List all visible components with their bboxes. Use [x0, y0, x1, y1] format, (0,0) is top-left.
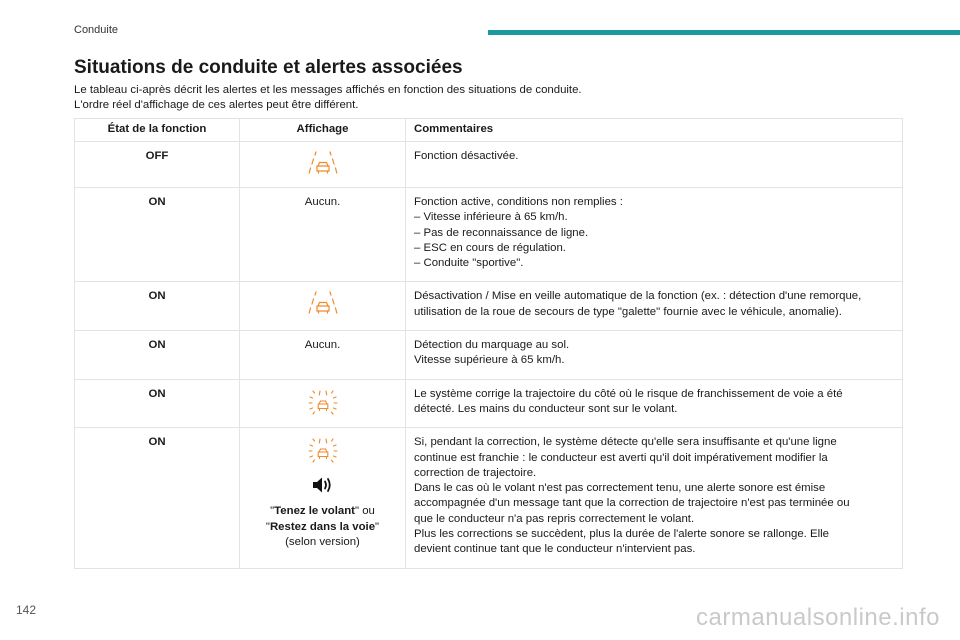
cell-display: Aucun. — [240, 331, 406, 380]
comment-line: Détection du marquage au sol. — [414, 339, 570, 352]
message-bold: Tenez le volant — [274, 505, 355, 518]
cell-comments — [406, 188, 903, 282]
intro-line: L'ordre réel d'affichage de ces alertes peut être différent. — [74, 99, 359, 111]
cell-state: ON — [75, 379, 240, 428]
section-label: Conduite — [74, 24, 119, 36]
cell-state: OFF — [75, 142, 240, 188]
intro-line: Le tableau ci-après décrit les alertes et les messages affichés en fonction des situations de conduite. — [74, 84, 582, 96]
header-display: Affichage — [240, 119, 406, 142]
lane-keeping-active-icon — [308, 435, 338, 465]
comment-line: Fonction désactivée. — [414, 150, 519, 162]
comment-line: – Pas de reconnaissance de ligne. — [414, 226, 589, 239]
comment-line: – Vitesse inférieure à 65 km/h. — [414, 211, 568, 224]
cell-display — [240, 428, 406, 568]
comment-line: – Conduite "sportive". — [414, 257, 524, 270]
cell-display — [240, 142, 406, 188]
comment-line: Si, pendant la correction, le système détecte qu'elle sera insuffisante et qu'une ligne — [414, 436, 837, 449]
intro-text — [74, 83, 874, 113]
cell-state: ON — [75, 282, 240, 331]
comment-line: Dans le cas où le volant n'est pas correctement tenu, une alerte sonore est émise — [414, 482, 826, 495]
lane-keeping-active-icon — [308, 387, 338, 417]
quote: " — [375, 520, 380, 533]
comment-line: – ESC en cours de régulation. — [414, 241, 566, 254]
table-row — [75, 282, 903, 331]
cell-state: ON — [75, 188, 240, 282]
cell-state: ON — [75, 331, 240, 380]
comment-line: correction de trajectoire. — [414, 466, 537, 479]
table-row — [75, 428, 903, 568]
watermark: carmanualsonline.info — [696, 604, 940, 631]
cell-comments — [406, 142, 903, 188]
cell-comments — [406, 379, 903, 428]
table-row — [75, 188, 903, 282]
lane-keeping-off-icon — [308, 289, 338, 319]
message-restez-dans-la-voie — [266, 520, 379, 535]
header-comments: Commentaires — [406, 119, 903, 142]
comment-line: utilisation de la roue de secours de type "galette" fournie avec le véhicule, anomalie). — [414, 305, 842, 318]
comment-line: Fonction active, conditions non remplies : — [414, 196, 623, 208]
table-row — [75, 142, 903, 188]
cell-comments — [406, 331, 903, 380]
header-accent-bar — [488, 30, 960, 35]
speaker-icon — [311, 474, 335, 496]
quote: " — [265, 520, 270, 533]
cell-display — [240, 282, 406, 331]
header-state: État de la fonction — [75, 119, 240, 142]
cell-comments — [406, 282, 903, 331]
cell-comments — [406, 428, 903, 568]
alerts-table — [74, 118, 903, 569]
comment-line: Le système corrige la trajectoire du côté où le risque de franchissement de voie a été — [414, 387, 843, 400]
comment-line: détecté. Les mains du conducteur sont sur le volant. — [414, 402, 678, 415]
comment-line: Vitesse supérieure à 65 km/h. — [414, 354, 565, 367]
comment-line: que le conducteur n'a pas repris correctement le volant. — [414, 512, 695, 525]
comment-line: continue est franchie : le conducteur est averti qu'il doit impérativement modifier la — [414, 451, 828, 464]
quote: " ou — [354, 505, 375, 518]
message-bold: Restez dans la voie — [269, 520, 376, 533]
comment-line: Désactivation / Mise en veille automatique de la fonction (ex. : détection d'une remorque, — [414, 290, 862, 303]
cell-display — [240, 379, 406, 428]
comment-line: devient continue tant que le conducteur n'intervient pas. — [414, 543, 696, 556]
table-row — [75, 379, 903, 428]
quote: " — [270, 505, 275, 518]
table-header-row — [75, 119, 903, 142]
message-tenez-le-volant — [266, 504, 379, 519]
table-row — [75, 331, 903, 380]
cell-state: ON — [75, 428, 240, 568]
page-title: Situations de conduite et alertes associées — [74, 57, 463, 78]
version-note: (selon version) — [285, 535, 360, 548]
cell-display: Aucun. — [240, 188, 406, 282]
lane-keeping-off-icon — [308, 149, 338, 179]
comment-line: Plus les corrections se succèdent, plus la durée de l'alerte sonore se rallonge. Elle — [414, 528, 829, 541]
comment-line: accompagnée d'un message tant que la correction de trajectoire n'est pas terminée ou — [414, 497, 850, 510]
page-number: 142 — [16, 603, 37, 617]
